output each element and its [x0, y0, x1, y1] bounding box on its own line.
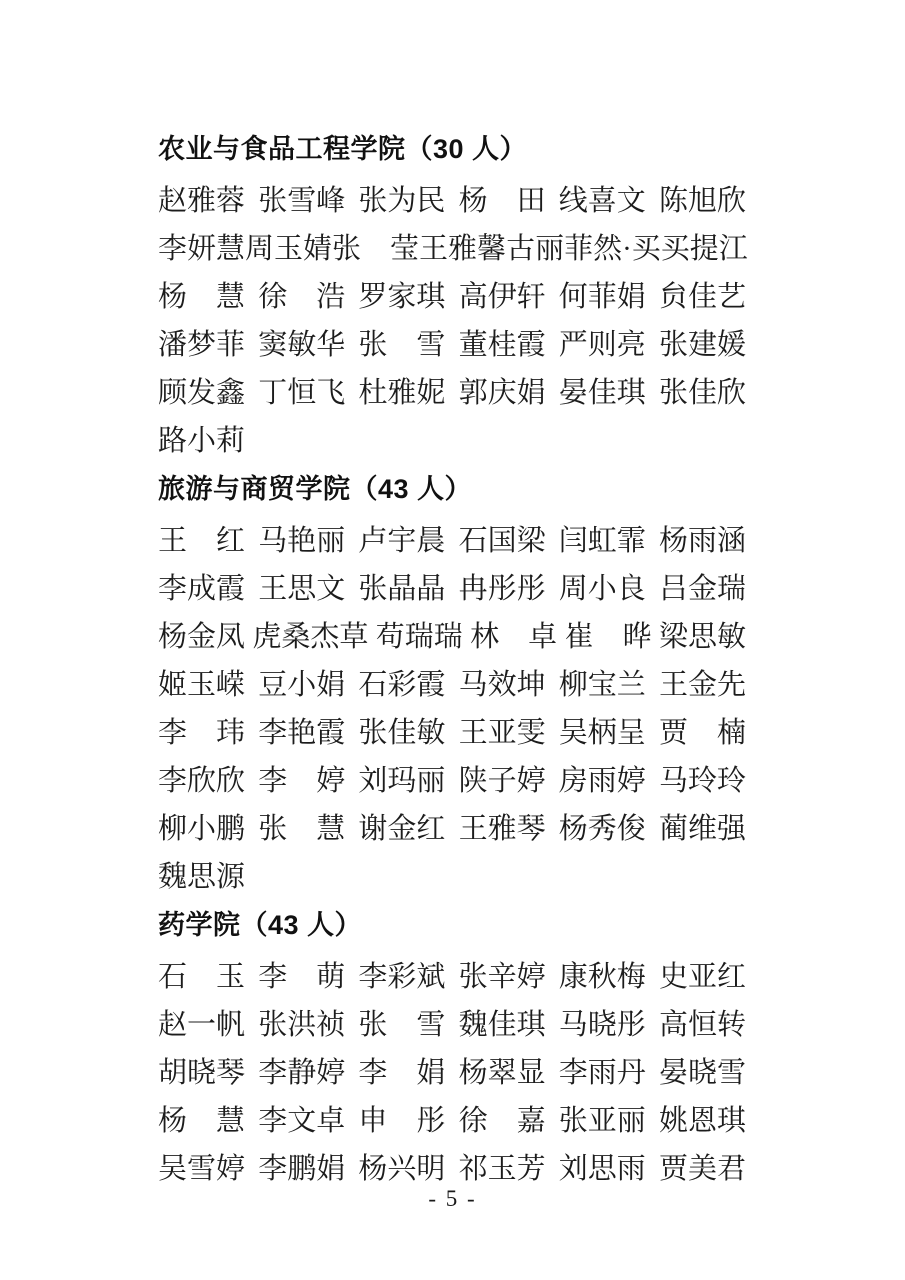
student-name: 魏佳琪 [458, 1009, 546, 1041]
student-name: 马晓彤 [558, 1009, 646, 1041]
student-name: 闫虹霏 [558, 525, 646, 557]
student-name: 潘梦菲 [158, 329, 246, 361]
student-name: 晏佳琪 [558, 377, 646, 409]
student-name: 罗家琪 [358, 281, 446, 313]
student-name: 古丽菲然·买买提江 [506, 233, 748, 265]
student-name: 张 莹 [332, 233, 420, 265]
student-name: 周小良 [558, 573, 646, 605]
student-name: 申 彤 [358, 1105, 446, 1137]
student-name: 张建媛 [658, 329, 746, 361]
student-name: 吴柄呈 [558, 717, 646, 749]
student-name: 崔 晔 [564, 621, 652, 653]
student-name: 李彩斌 [358, 961, 446, 993]
student-name: 胡晓琴 [158, 1057, 246, 1089]
student-name: 姬玉嵘 [158, 669, 246, 701]
name-row [158, 526, 746, 574]
section-heading: 旅游与商贸学院（43 人） [158, 474, 473, 504]
student-name: 蔺维强 [658, 813, 746, 845]
name-row [158, 962, 746, 1010]
name-row [158, 1058, 746, 1106]
name-row [158, 186, 746, 234]
name-row [158, 622, 746, 670]
student-name: 张雪峰 [258, 185, 346, 217]
name-row [158, 282, 746, 330]
student-name: 王亚雯 [458, 717, 546, 749]
student-name: 线喜文 [558, 185, 646, 217]
student-name: 李 娟 [358, 1057, 446, 1089]
student-name: 贠佳艺 [658, 281, 746, 313]
student-name: 康秋梅 [558, 961, 646, 993]
student-name: 李成霞 [158, 573, 246, 605]
name-row [158, 1106, 746, 1154]
student-name: 张 雪 [358, 1009, 446, 1041]
student-name: 房雨婷 [558, 765, 646, 797]
student-name: 柳小鹏 [158, 813, 246, 845]
student-name: 吴雪婷 [158, 1153, 246, 1185]
student-name: 张辛婷 [458, 961, 546, 993]
student-name: 高恒转 [658, 1009, 746, 1041]
student-name: 张佳欣 [658, 377, 746, 409]
student-name: 马艳丽 [258, 525, 346, 557]
student-name: 李艳霞 [258, 717, 346, 749]
student-name: 顾发鑫 [158, 377, 246, 409]
student-name: 李静婷 [258, 1057, 346, 1089]
document-content [158, 134, 746, 1202]
student-name: 刘思雨 [558, 1153, 646, 1185]
student-name: 李 玮 [158, 717, 246, 749]
student-name: 姚恩琪 [658, 1105, 746, 1137]
student-name: 张晶晶 [358, 573, 446, 605]
section-heading: 农业与食品工程学院（30 人） [158, 134, 528, 164]
student-name: 苟瑞瑞 [375, 621, 463, 653]
student-name: 郭庆娟 [458, 377, 546, 409]
student-name: 李鹏娟 [258, 1153, 346, 1185]
student-name: 李 婷 [258, 765, 346, 797]
student-name: 柳宝兰 [558, 669, 646, 701]
student-name: 赵一帆 [158, 1009, 246, 1041]
student-name: 张 慧 [258, 813, 346, 845]
student-name: 贾 楠 [658, 717, 746, 749]
student-name: 窦敏华 [258, 329, 346, 361]
student-name: 杨 慧 [158, 1105, 246, 1137]
student-name: 李 萌 [258, 961, 346, 993]
student-name: 虎桑杰草 [252, 621, 369, 653]
student-name: 杨秀俊 [558, 813, 646, 845]
student-name: 杨雨涵 [658, 525, 746, 557]
student-name: 赵雅蓉 [158, 185, 246, 217]
student-name: 刘玛丽 [358, 765, 446, 797]
student-name: 王金先 [658, 669, 746, 701]
student-name: 王雅琴 [458, 813, 546, 845]
student-name: 张为民 [358, 185, 446, 217]
name-row [158, 234, 746, 282]
student-name: 史亚红 [658, 961, 746, 993]
student-name: 马玲玲 [658, 765, 746, 797]
student-name: 石彩霞 [358, 669, 446, 701]
student-name: 卢宇晨 [358, 525, 446, 557]
student-name: 吕金瑞 [658, 573, 746, 605]
name-row [158, 862, 746, 910]
student-name: 高伊轩 [458, 281, 546, 313]
student-name: 魏思源 [158, 861, 246, 893]
section-heading: 药学院（43 人） [158, 910, 363, 940]
student-name: 林 卓 [470, 621, 558, 653]
name-row [158, 1010, 746, 1058]
student-name: 路小莉 [158, 425, 246, 457]
student-name: 杨翠显 [458, 1057, 546, 1089]
student-name: 晏晓雪 [658, 1057, 746, 1089]
student-name: 严则亮 [558, 329, 646, 361]
student-name: 梁思敏 [658, 621, 746, 653]
student-name: 徐 嘉 [458, 1105, 546, 1137]
name-row [158, 670, 746, 718]
student-name: 石 玉 [158, 961, 246, 993]
student-name: 李欣欣 [158, 765, 246, 797]
student-name: 李妍慧 [158, 233, 246, 265]
student-name: 王 红 [158, 525, 246, 557]
student-name: 李文卓 [258, 1105, 346, 1137]
name-row [158, 426, 746, 474]
student-name: 张 雪 [358, 329, 446, 361]
name-row [158, 718, 746, 766]
student-name: 张亚丽 [558, 1105, 646, 1137]
student-name: 陕子婷 [458, 765, 546, 797]
page-number: - 5 - [428, 1186, 477, 1211]
student-name: 杨兴明 [358, 1153, 446, 1185]
student-name: 豆小娟 [258, 669, 346, 701]
student-name: 冉彤彤 [458, 573, 546, 605]
student-name: 董桂霞 [458, 329, 546, 361]
student-name: 杜雅妮 [358, 377, 446, 409]
student-name: 石国梁 [458, 525, 546, 557]
student-name: 谢金红 [358, 813, 446, 845]
student-name: 陈旭欣 [658, 185, 746, 217]
student-name: 王雅馨 [419, 233, 507, 265]
student-name: 贾美君 [658, 1153, 746, 1185]
student-name: 王思文 [258, 573, 346, 605]
name-row [158, 766, 746, 814]
student-name: 李雨丹 [558, 1057, 646, 1089]
student-name: 丁恒飞 [258, 377, 346, 409]
student-name: 杨 慧 [158, 281, 246, 313]
student-name: 周玉婧 [245, 233, 333, 265]
student-name: 徐 浩 [258, 281, 346, 313]
name-row [158, 330, 746, 378]
name-row [158, 814, 746, 862]
name-row [158, 378, 746, 426]
student-name: 何菲娟 [558, 281, 646, 313]
student-name: 杨金凤 [158, 621, 246, 653]
student-name: 祁玉芳 [458, 1153, 546, 1185]
student-name: 马效坤 [458, 669, 546, 701]
student-name: 张洪祯 [258, 1009, 346, 1041]
student-name: 张佳敏 [358, 717, 446, 749]
name-row [158, 574, 746, 622]
student-name: 杨 田 [458, 185, 546, 217]
